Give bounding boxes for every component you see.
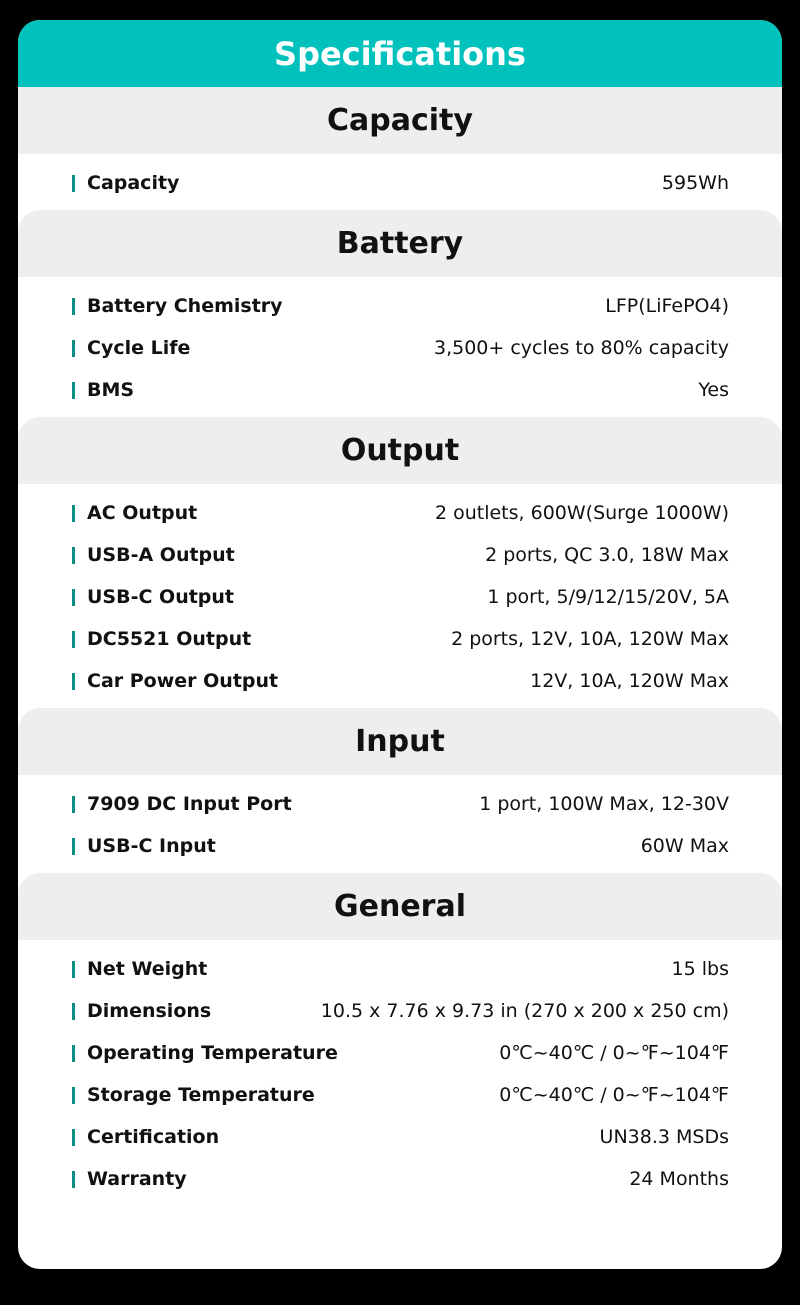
spec-row: [18, 660, 782, 702]
bullet-bar: [72, 382, 75, 399]
spec-label: Certification: [87, 1126, 220, 1148]
spec-label: 7909 DC Input Port: [87, 793, 292, 815]
spec-row: [18, 618, 782, 660]
spec-value: Yes: [698, 379, 729, 401]
spec-label: Operating Temperature: [87, 1042, 338, 1064]
bullet-bar: [72, 838, 75, 855]
spec-label: Car Power Output: [87, 670, 279, 692]
spec-row: [18, 327, 782, 369]
spec-value: 2 ports, 12V, 10A, 120W Max: [451, 628, 729, 650]
spec-label: USB-C Input: [87, 835, 216, 857]
spec-label: BMS: [87, 379, 135, 401]
spec-value: LFP(LiFePO4): [605, 295, 729, 317]
spec-label: Warranty: [87, 1168, 187, 1190]
section-general: [18, 873, 782, 1206]
section-header: Input: [18, 708, 782, 775]
bullet-bar: [72, 1045, 75, 1062]
spec-value: 0℃~40℃ / 0~℉~104℉: [499, 1084, 729, 1106]
spec-value: 1 port, 100W Max, 12-30V: [479, 793, 729, 815]
bullet-bar: [72, 505, 75, 522]
bullet-bar: [72, 1087, 75, 1104]
spec-label: DC5521 Output: [87, 628, 252, 650]
spec-row: [18, 534, 782, 576]
section-input: [18, 708, 782, 873]
spec-value: 24 Months: [629, 1168, 729, 1190]
spec-label: Cycle Life: [87, 337, 191, 359]
section-header: Capacity: [18, 87, 782, 154]
spec-row: [18, 990, 782, 1032]
spec-label: USB-C Output: [87, 586, 235, 608]
section-header: General: [18, 873, 782, 940]
spec-row: [18, 1074, 782, 1116]
spec-value: 2 ports, QC 3.0, 18W Max: [485, 544, 729, 566]
spec-row: [18, 783, 782, 825]
spec-row: [18, 576, 782, 618]
spec-value: 15 lbs: [671, 958, 729, 980]
spec-card: [18, 20, 782, 1269]
bullet-bar: [72, 589, 75, 606]
spec-row: [18, 948, 782, 990]
spec-label: Capacity: [87, 172, 180, 194]
section-output: [18, 417, 782, 708]
bullet-bar: [72, 1129, 75, 1146]
bullet-bar: [72, 1003, 75, 1020]
spec-value: 10.5 x 7.76 x 9.73 in (270 x 200 x 250 cm): [320, 1000, 729, 1022]
spec-row: [18, 1032, 782, 1074]
bullet-bar: [72, 631, 75, 648]
spec-row: [18, 285, 782, 327]
bullet-bar: [72, 796, 75, 813]
section-capacity: [18, 87, 782, 210]
bullet-bar: [72, 547, 75, 564]
spec-value: 1 port, 5/9/12/15/20V, 5A: [487, 586, 729, 608]
section-header: Battery: [18, 210, 782, 277]
spec-label: Storage Temperature: [87, 1084, 315, 1106]
bullet-bar: [72, 175, 75, 192]
bullet-bar: [72, 673, 75, 690]
page-title: Specifications: [18, 20, 782, 87]
spec-value: 595Wh: [661, 172, 729, 194]
spec-row: [18, 825, 782, 867]
spec-row: [18, 369, 782, 411]
spec-label: USB-A Output: [87, 544, 235, 566]
spec-value: 12V, 10A, 120W Max: [530, 670, 729, 692]
spec-row: [18, 1116, 782, 1158]
bullet-bar: [72, 340, 75, 357]
spec-row: [18, 492, 782, 534]
bullet-bar: [72, 298, 75, 315]
spec-label: AC Output: [87, 502, 198, 524]
spec-value: 2 outlets, 600W(Surge 1000W): [434, 502, 729, 524]
spec-label: Net Weight: [87, 958, 208, 980]
spec-label: Battery Chemistry: [87, 295, 283, 317]
spec-label: Dimensions: [87, 1000, 212, 1022]
bullet-bar: [72, 961, 75, 978]
spec-value: 0℃~40℃ / 0~℉~104℉: [499, 1042, 729, 1064]
bullet-bar: [72, 1171, 75, 1188]
spec-value: UN38.3 MSDs: [599, 1126, 729, 1148]
section-header: Output: [18, 417, 782, 484]
spec-value: 60W Max: [640, 835, 729, 857]
spec-value: 3,500+ cycles to 80% capacity: [434, 337, 729, 359]
spec-row: [18, 162, 782, 204]
spec-row: [18, 1158, 782, 1200]
section-battery: [18, 210, 782, 417]
